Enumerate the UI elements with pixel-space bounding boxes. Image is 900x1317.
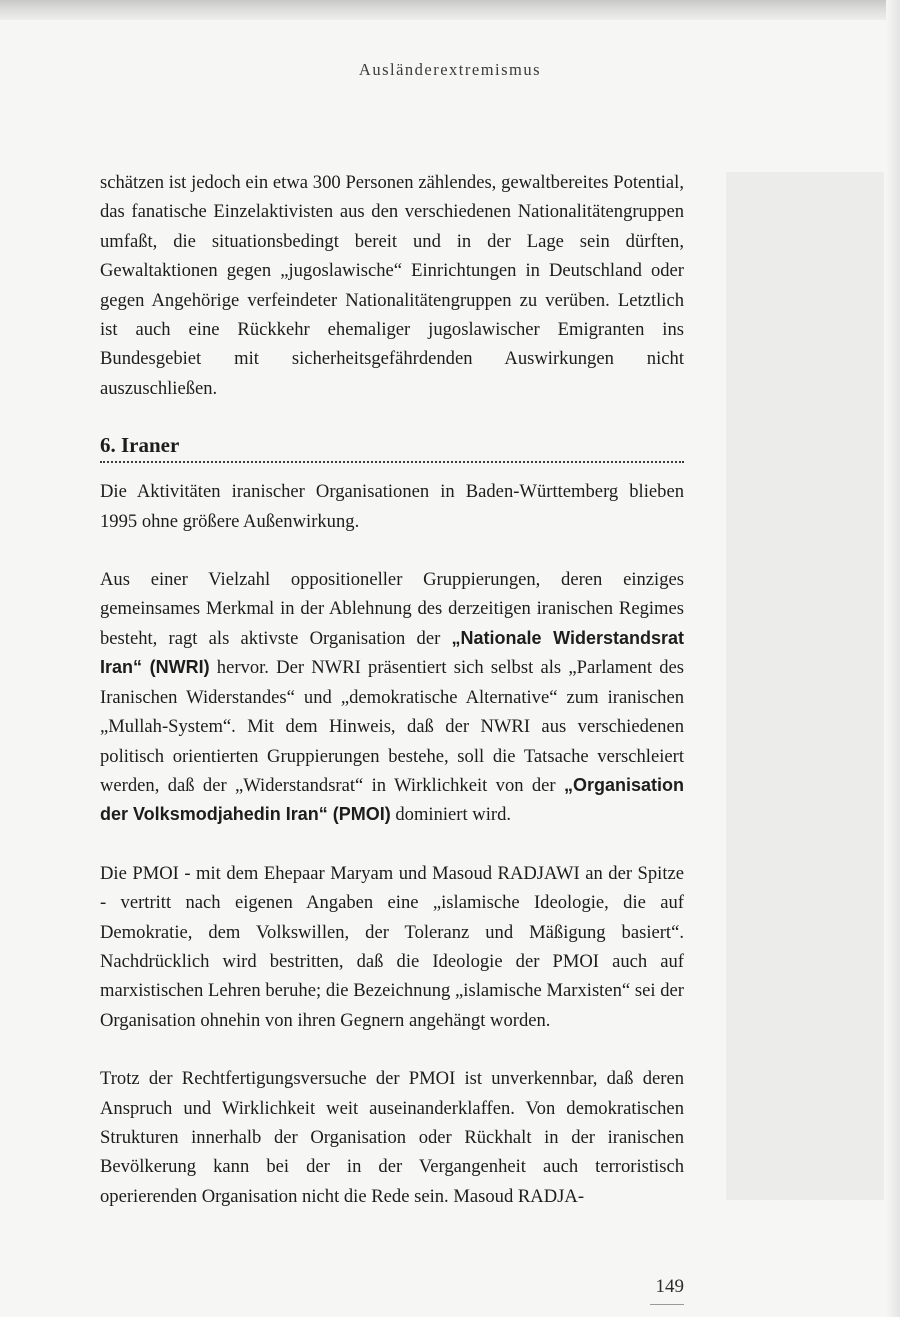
- paragraph-3-text-a: Aus einer Vielzahl oppositioneller Gruppierungen, deren einziges gemeinsames Merkmal in der Ablehnung des derzeitigen iranischen Regimes besteht, ragt als aktivste Organisation der: [100, 569, 684, 649]
- scan-edge-top: [0, 0, 900, 20]
- heading-dotted-rule: [100, 461, 684, 463]
- scan-edge-right: [886, 0, 900, 1317]
- paragraph-4: Die PMOI - mit dem Ehepaar Maryam und Masoud RADJAWI an der Spitze - vertritt nach eigenen Angaben eine „islamische Ideologie, die auf Demokratie, dem Volkswillen, der Toleranz und Mäßigung basiert“. Nachdrücklich wird bestritten, daß die Ideologie der PMOI auch auf marxistischen Lehren beruhe; die Bezeichnung „islamische Marxisten“ sei der Organisation ohnehin von ihren Gegnern angehängt worden.: [100, 862, 684, 1031]
- section-heading-block: [100, 433, 684, 463]
- paragraph-5: Trotz der Rechtfertigungsversuche der PMOI ist unverkennbar, daß deren Anspruch und Wirklichkeit weit auseinanderklaffen. Von demokratischen Strukturen innerhalb der Organisation oder Rückhalt in der iranischen Bevölkerung kann bei der in der Vergangenheit auch terroristisch operierenden Organisation nicht die Rede sein. Masoud RADJA-: [100, 1068, 684, 1207]
- section-heading: 6. Iraner: [100, 433, 180, 458]
- page-number: 149: [655, 1276, 684, 1297]
- paragraph-3-text-c: dominiert wird.: [390, 804, 512, 826]
- body-text: [100, 168, 684, 1211]
- paragraph-2: Die Aktivitäten iranischer Organisationen in Baden-Württemberg blieben 1995 ohne größere Außenwirkung.: [100, 481, 684, 532]
- paragraph-1: schätzen ist jedoch ein etwa 300 Personen zählendes, gewaltbereites Potential, das fanatische Einzelaktivisten aus den verschiedenen Nationalitätengruppen umfaßt, die situationsbedingt bereit und in der Lage sein dürften, Gewaltaktionen gegen „jugoslawische“ Einrichtungen in Deutschland oder gegen Angehörige verfeindeter Nationalitätengruppen zu verüben. Letztlich ist auch eine Rückkehr ehemaliger jugoslawischer Emigranten ins Bundesgebiet mit sicherheitsgefährdenden Auswirkungen nicht auszuschließen.: [100, 172, 684, 399]
- paragraph-3-text-b: hervor. Der NWRI präsentiert sich selbst als „Parlament des Iranischen Widerstandes“ und „demokratische Alternative“ zum iranischen „Mullah-System“. Mit dem Hinweis, daß der NWRI aus verschiedenen politisch orientierten Gruppierungen bestehe, soll die Tatsache verschleiert werden, daß der „Widerstandsrat“ in Wirklichkeit von der: [100, 657, 684, 796]
- paragraph-3: [100, 565, 684, 830]
- page-number-rule: [650, 1304, 684, 1305]
- margin-shading: [726, 172, 884, 1200]
- running-head: Ausländerextremismus: [358, 60, 542, 79]
- org-name-nwri: „Nationale Widerstandsrat Iran“ (NWRI): [100, 627, 684, 678]
- org-name-pmoi: „Organisation der Volksmodjahedin Iran“ (PMOI): [100, 774, 684, 825]
